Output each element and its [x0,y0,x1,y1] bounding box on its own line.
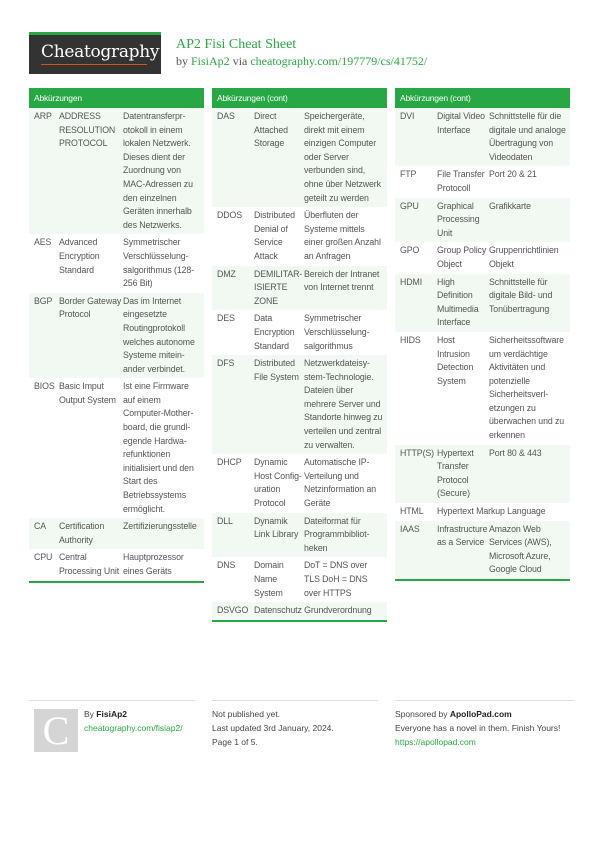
abbreviation: AES [34,237,52,248]
abbreviation: HIDS [400,334,421,345]
full-term: High Definition Multimedia Interface [437,276,479,328]
abbreviation: HDMI [400,276,423,287]
abbreviation: ARP [34,111,52,121]
footer-sponsor [395,700,574,749]
page-number: Page 1 of 5. [212,737,258,747]
by-prefix: by [176,54,188,68]
full-term: Central Processing Unit [59,552,120,576]
abbreviation: BGP [34,295,53,306]
description: Speichergeräte, direkt mit einem einzigen Computer oder Server verbunden sind, ohne über Netzwerk geteilt zu werden [304,111,381,203]
table-row [29,549,204,580]
full-term: Hypertext Transfer Protocol (Secure) [437,447,474,499]
description: DoT = DNS over TLS DoH = DNS over HTTPS [304,560,368,598]
abbreviation: DMZ [217,268,236,279]
sheet-url-link[interactable]: cheatography.com/197779/cs/41752/ [250,54,428,68]
description: Das im Internet eingesetzte Routingprotokoll welches autonome Systeme miteinander verbindet. [123,295,195,374]
abbreviation-table [29,108,204,583]
via-label: via [232,54,248,68]
full-term: Infrastructure as a Service [437,523,488,548]
table-row [29,518,204,549]
by-label: By [84,709,94,719]
column-2 [212,88,387,622]
title-block [176,37,427,69]
abbreviation: BIOS [34,381,55,392]
description: Schnittstelle für die digitale und analoge Übertragung von Videodaten [489,111,566,162]
footer-meta [212,700,378,749]
full-term: Basic Imput Output System [59,381,116,405]
table-row [212,557,387,602]
description: Grafikkarte [489,200,531,211]
table-row [212,355,387,454]
abbreviation: CPU [34,552,53,563]
full-term: DEMILITARISIERTE ZONE [254,268,303,306]
table-row [29,293,204,379]
sponsor-link[interactable]: https://apollopad.com [395,737,476,747]
section-header: Abkürzungen [29,88,204,108]
description: Zertifizierungsstelle [123,521,197,532]
column-1 [29,88,204,583]
full-term: Border Gateway Protocol [59,295,122,320]
full-term: Dynamic Host Configuration Protocol [254,457,302,509]
abbreviation: DNS [217,560,236,571]
footer-author [29,700,195,753]
abbreviation: CA [34,521,47,532]
abbreviation: DAS [217,111,235,121]
abbreviation: FTP [400,169,417,180]
description: Sicherheitssoftware um verdächtige Aktivitäten und potenzielle Sicherheitsverletzungen zu überwachen und zu erkennen [489,334,565,441]
full-term: ADDRESS RESOLUTION PROTOCOL [59,111,116,149]
full-term: Distributed Denial of Service Attack [254,210,295,261]
full-term: Datenschutz Grundverordnung [254,605,372,616]
table-row [212,513,387,558]
description: Port 20 & 21 [489,169,537,180]
full-term: File Transfer Protocoll [437,169,485,193]
abbreviation: DHCP [217,457,242,468]
full-term: Group Policy Object [437,245,487,269]
description: Überfluten der Systeme mittels einer großen Anzahl an Anfragen [304,210,381,261]
table-row [29,108,204,234]
description: Netzwerkdateisystem-Technologie. Dateien über mehrere Server und Standorte hinweg zu verteilen und zentral zu verwalten. [304,358,383,450]
table-row [212,207,387,265]
description: Ist eine Firmware auf einem Computer-Motherboard, die grundlegende Hardwarefunktionen initialisiert und den Start des Betriebssystems ermöglicht. [123,381,194,514]
abbreviation: DFS [217,358,235,369]
abbreviation-table [395,108,570,581]
page-title: AP2 Fisi Cheat Sheet [176,37,297,52]
table-row [395,166,570,197]
description: Symmetrischer Verschlüsselungsalgorithmus (128-256 Bit) [123,237,195,289]
sponsor-text: Everyone has a novel in them. Finish Yours! [395,723,561,733]
section-header: Abkürzungen (cont) [212,88,387,108]
author-profile-link[interactable]: cheatography.com/fisiap2/ [84,723,183,733]
table-row [29,378,204,518]
abbreviation: GPO [400,245,420,256]
description: Gruppenrichtlinien Objekt [489,245,559,269]
section-header: Abkürzungen (cont) [395,88,570,108]
full-term: Graphical Processing Unit [437,200,480,238]
table-row [395,242,570,273]
table-row [29,234,204,292]
table-row [395,274,570,332]
description: Symmetrischer Verschlüsselungsalgorithmus [304,313,370,351]
description: Schnittstelle für digitale Bild- und Tonübertragung [489,276,553,314]
full-term: Direct Attached Storage [254,111,288,149]
byline [176,54,427,69]
full-term: Host Intrusion Detection System [437,334,474,386]
full-term: Certification Authority [59,521,105,545]
abbreviation: HTML [400,506,424,517]
abbreviation: DDOS [217,210,243,221]
table-row [395,332,570,445]
author-info [84,707,194,735]
full-term: Hypertext Markup Language [437,506,546,517]
table-row [395,108,570,166]
abbreviation: GPU [400,200,419,211]
sponsor-name[interactable]: ApolloPad.com [449,709,512,719]
full-term: Distributed File System [254,358,299,382]
last-updated: Last updated 3rd January, 2024. [212,723,334,733]
cheatography-logo[interactable] [29,32,161,74]
column-3 [395,88,570,581]
table-row [395,198,570,243]
abbreviation: IAAS [400,523,420,534]
table-row [212,266,387,311]
table-row [395,521,570,579]
footer [29,700,574,770]
logo-underline [41,64,147,65]
description: Datentransferprotokoll in einem lokalen Netzwerk. Dieses dient der Zuordnung von MAC-Adressen zu den einzelnen Geräten innerhalb des Netzwerks. [123,111,193,230]
table-row [212,310,387,355]
table-row [395,445,570,503]
table-row [212,108,387,207]
abbreviation: DVI [400,111,415,121]
table-row [212,602,387,620]
description: Hauptprozessor eines Geräts [123,552,184,576]
logo-text: Cheatography [41,42,160,62]
abbreviation: DES [217,313,235,324]
description: Port 80 & 443 [489,447,542,458]
full-term: Advanced Encryption Standard [59,237,100,275]
full-term: Digital Video Interface [437,111,485,135]
publish-status: Not published yet. [212,709,281,719]
avatar: C [34,709,78,752]
abbreviation-table [212,108,387,622]
table-row [212,454,387,512]
author-link[interactable]: FisiAp2 [191,54,230,68]
description: Dateiformat für Programmbibliotheken [304,515,370,553]
full-term: Dynamik Link Library [254,515,299,540]
description: Amazon Web Services (AWS), Microsoft Azure, Google Cloud [489,523,552,575]
abbreviation: HTTP(S) [400,447,434,458]
sponsored-prefix: Sponsored by [395,709,448,719]
description: Bereich der Intranet von Internet trennt [304,268,380,293]
full-term: Data Encryption Standard [254,313,295,351]
table-row [395,503,570,521]
abbreviation: DSVGO [217,605,249,616]
footer-author-name[interactable]: FisiAp2 [96,709,127,719]
full-term: Domain Name System [254,560,284,598]
abbreviation: DLL [217,515,233,526]
description: Automatische IP-Verteilung und Netzinformation an Geräte [304,457,377,509]
